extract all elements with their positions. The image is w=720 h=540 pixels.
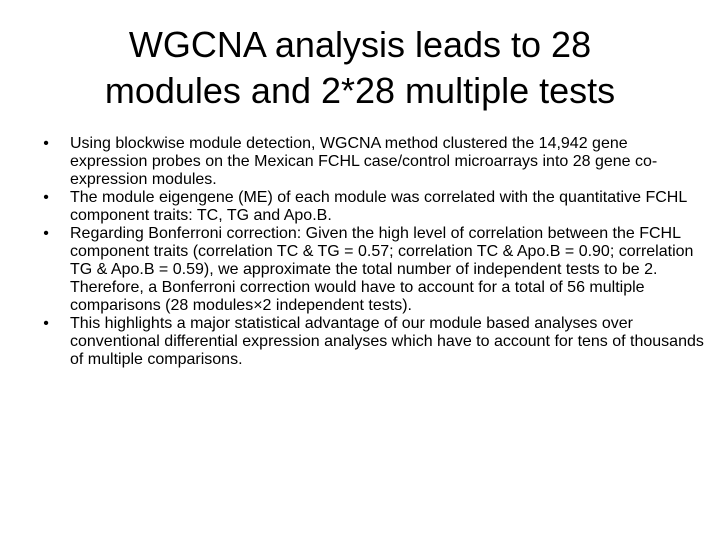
bullet-item <box>36 135 704 189</box>
bullet-text: Using blockwise module detection, WGCNA method clustered the 14,942 gene expression probes on the Mexican FCHL case/control microarrays into 28 gene co-expression modules. <box>70 135 658 188</box>
bullet-text: This highlights a major statistical advantage of our module based analyses over conventional differential expression analyses which have to account for tens of thousands of multiple comparisons. <box>70 315 704 368</box>
bullet-item <box>36 225 704 315</box>
bullet-icon: • <box>43 225 49 242</box>
bullet-text: Regarding Bonferroni correction: Given the high level of correlation between the FCHL component traits (correlation TC & TG = 0.57; correlation TC & Apo.B = 0.90; correlation TG & Apo.B = 0.59), we approximate the total number of independent tests to be 2. Therefore, a Bonferroni correction would have to account for a total of 56 multiple comparisons (28 modules×2 independent tests). <box>70 225 694 314</box>
slide-title-line-2: modules and 2*28 multiple tests <box>104 70 616 111</box>
bullet-list <box>36 135 704 369</box>
bullet-text: The module eigengene (ME) of each module was correlated with the quantitative FCHL component traits: TC, TG and Apo.B. <box>70 189 687 224</box>
bullet-item <box>36 189 704 225</box>
bullet-icon: • <box>43 315 49 332</box>
bullet-item <box>36 315 704 369</box>
slide-title-line-1: WGCNA analysis leads to 28 <box>128 24 592 65</box>
bullet-icon: • <box>43 135 49 152</box>
bullet-icon: • <box>43 189 49 206</box>
slide-title <box>40 22 680 114</box>
